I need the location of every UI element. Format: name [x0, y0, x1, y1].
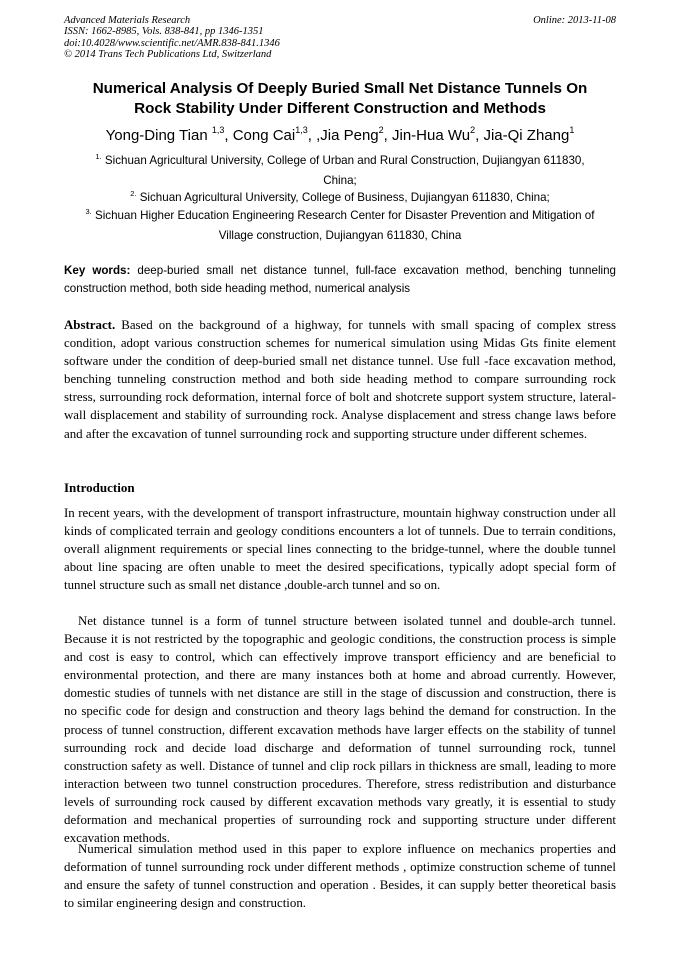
keywords-text: deep-buried small net distance tunnel, full-face excavation method, benching tunneling construction method, both side heading method, numerical analysis [64, 264, 616, 295]
author-affiliation-sup: 2 [470, 125, 476, 135]
affiliation-1 [64, 151, 616, 190]
author-affiliation-sup: 1,3 [295, 125, 308, 135]
journal-header [64, 15, 616, 61]
author-name: Yong-Ding Tian [105, 127, 212, 144]
journal-name: Advanced Materials Research [64, 15, 191, 26]
affiliation-number: 2. [130, 189, 137, 198]
abstract-label: Abstract. [64, 318, 116, 332]
affiliation-text: Sichuan Agricultural University, College of Business, Dujiangyan 611830, China; [136, 191, 550, 204]
affiliation-2 [64, 188, 616, 208]
author-separator: , [383, 127, 392, 144]
affiliation-text-cont: China; [323, 173, 357, 187]
abstract-text: Based on the background of a highway, for tunnels with small spacing of complex stress condition, adopt various construction schemes for numerical simulation using Midas Gts finite element software under the condition of deep-buried small net distance tunnel. Use full -face excavation method, benching tunneling construction method and both side heading method to compare surrounding rock stress, surrounding rock deformation, internal force of bolt and shotcrete support system structure, lateral-wall displacement and stability of surrounding rock. Analyse displacement and stress change laws before and after the excavation of tunnel surrounding rock and supporting structure under different schemes. [64, 318, 616, 441]
affiliation-text-cont: Village construction, Dujiangyan 611830, China [218, 228, 462, 242]
issn-line: ISSN: 1662-8985, Vols. 838-841, pp 1346-1351 [64, 26, 264, 38]
affiliation-3 [64, 206, 616, 245]
introduction-paragraph-2: Net distance tunnel is a form of tunnel structure between isolated tunnel and double-arch tunnel. Because it is not restricted by the topographic and geologic conditions, the construction process is simple and cost is easy to control, which can effectively improve transport efficiency and are beneficial to environmental protection, and there are many instances both at home and abroad currently. However, domestic studies of tunnels with net distance are still in the stage of discussion and construction, there is no specific code for design and construction and theory lags behind the demand for construction. In the process of tunnel construction, different excavation methods have larger effects on the stability of tunnel surrounding rock and decide load discharge and deformation of tunnel surrounding rock, tunnel construction safety as well. Distance of tunnel and clip rock pillars in thickness are small, leading to more interaction between two tunnel construction procedures. Therefore, stress redistribution and disturbance levels of surrounding rock caused by different excavation methods vary greatly, it is essential to study deformation and mechanical properties of surrounding rock and supporting structure under different excavation methods. [64, 614, 616, 846]
section-heading-introduction: Introduction [64, 480, 135, 495]
affiliation-number: 1. [95, 152, 102, 161]
abstract-block [64, 316, 616, 443]
affiliation-number: 3. [85, 207, 92, 216]
author-affiliation-sup: 1 [569, 125, 575, 135]
introduction-paragraph-1: In recent years, with the development of transport infrastructure, mountain highway construction under all kinds of complicated terrain and geology conditions encounters a lot of tunnels. Due to terrain conditions, overall alignment requirements or special lines connecting to the bridge-tunnel, where the double tunnel about line spacing are often unable to meet the desired specifications, typically adopt special form of tunnel structure such as small net distance ,double-arch tunnel and so on. [64, 506, 616, 593]
author-name: Jia Peng [320, 127, 379, 144]
author-affiliation-sup: 1,3 [211, 125, 225, 135]
author-separator: , [224, 127, 233, 144]
introduction-paragraph-3: Numerical simulation method used in this paper to explore influence on mechanics properties and deformation of tunnel surrounding rock under different methods , optimize construction scheme of tunnel and ensure the safety of tunnel construction and operation . Besides, it can supply better theoretical basis to similar engineering design and construction. [64, 842, 616, 911]
online-date: Online: 2013-11-08 [533, 15, 616, 26]
copyright-line: © 2014 Trans Tech Publications Ltd, Switzerland [64, 49, 272, 61]
title-line-2: Rock Stability Under Different Construction and Methods [134, 100, 546, 117]
author-name: Jin-Hua Wu [392, 127, 471, 144]
paper-title [64, 79, 616, 119]
author-name: Cong Cai [232, 127, 296, 144]
author-affiliation-sup: 2 [378, 125, 384, 135]
keywords-label: Key words: [64, 264, 131, 277]
affiliation-text: Sichuan Agricultural University, College of Urban and Rural Construction, Dujiangyan 611830, [101, 154, 585, 167]
keywords-block [64, 262, 616, 298]
author-separator: , [475, 127, 484, 144]
author-list [40, 126, 640, 146]
author-name: Jia-Qi Zhang [483, 127, 570, 144]
author-separator: , , [307, 127, 321, 144]
affiliation-text: Sichuan Higher Education Engineering Research Center for Disaster Prevention and Mitigation of [91, 209, 595, 222]
title-line-1: Numerical Analysis Of Deeply Buried Small Net Distance Tunnels On [92, 80, 588, 97]
doi-line: doi:10.4028/www.scientific.net/AMR.838-841.1346 [64, 37, 280, 49]
